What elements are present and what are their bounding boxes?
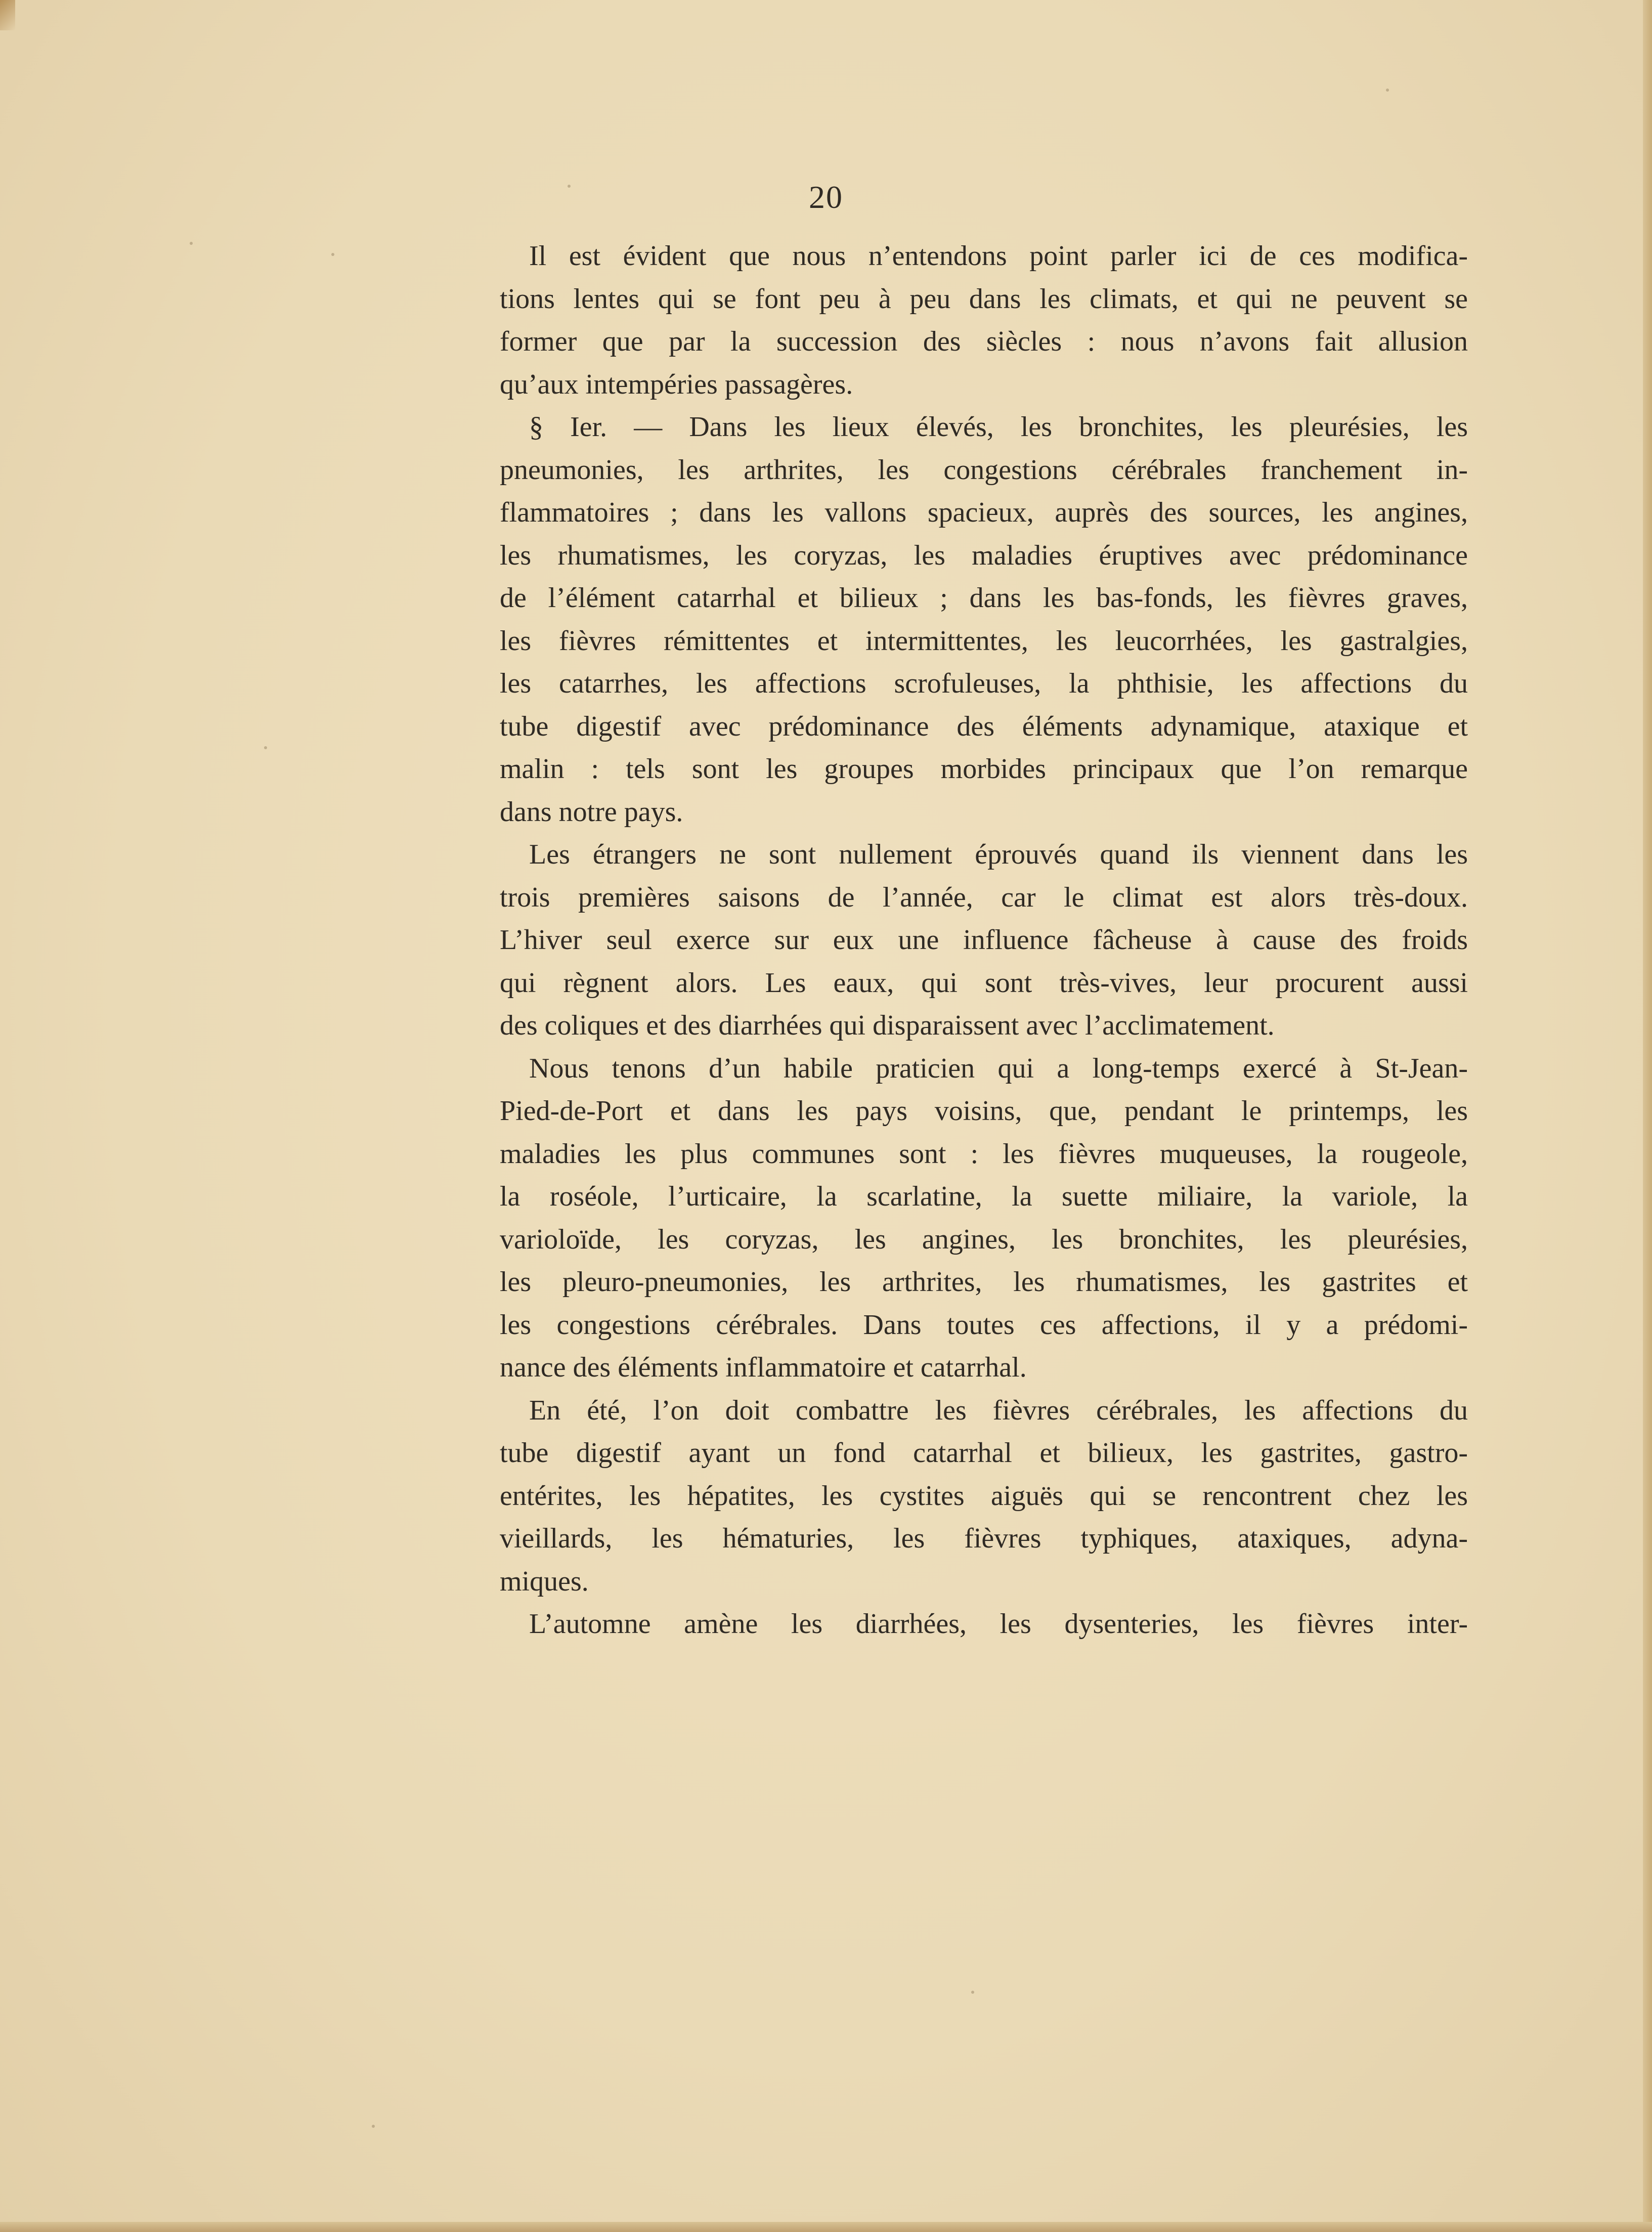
text-line: pneumonies, les arthrites, les congestions cérébrales franchement in-	[500, 454, 1468, 486]
page-corner-stain	[0, 0, 15, 30]
text-line: L’hiver seul exerce sur eux une influence fâcheuse à cause des froids	[500, 924, 1468, 956]
text-line: la roséole, l’urticaire, la scarlatine, la suette miliaire, la variole, la	[500, 1181, 1468, 1212]
text-line: tube digestif avec prédominance des éléments adynamique, ataxique et	[500, 710, 1468, 742]
page-edge-right	[1643, 0, 1652, 2232]
text-line: les rhumatismes, les coryzas, les maladies éruptives avec prédominance	[500, 539, 1468, 571]
page-edge-bottom	[0, 2222, 1652, 2232]
text-line: malin : tels sont les groupes morbides principaux que l’on remarque	[500, 753, 1468, 785]
text-line: Pied-de-Port et dans les pays voisins, que, pendant le printemps, les	[500, 1095, 1468, 1127]
text-line: des coliques et des diarrhées qui disparaissent avec l’acclimatement.	[500, 1010, 1275, 1041]
text-line: Les étrangers ne sont nullement éprouvés quand ils viennent dans les	[529, 839, 1468, 870]
text-line: § Ier. — Dans les lieux élevés, les bronchites, les pleurésies, les	[529, 411, 1468, 443]
text-line: miques.	[500, 1565, 589, 1597]
text-line: tube digestif ayant un fond catarrhal et bilieux, les gastrites, gastro-	[500, 1437, 1468, 1469]
text-line: entérites, les hépatites, les cystites aiguës qui se rencontrent chez les	[500, 1480, 1468, 1512]
text-line: former que par la succession des siècles : nous n’avons fait allusion	[500, 326, 1468, 357]
paper-speck	[264, 746, 267, 749]
text-line: les congestions cérébrales. Dans toutes ces affections, il y a prédomi-	[500, 1309, 1468, 1341]
paper-speck	[331, 253, 334, 256]
text-line: flammatoires ; dans les vallons spacieux, auprès des sources, les angines,	[500, 497, 1468, 528]
text-line: vieillards, les hématuries, les fièvres typhiques, ataxiques, adyna-	[500, 1523, 1468, 1554]
text-line: de l’élément catarrhal et bilieux ; dans les bas-fonds, les fièvres graves,	[500, 582, 1468, 614]
paper-speck	[1386, 89, 1389, 92]
text-line: dans notre pays.	[500, 796, 683, 828]
text-line: les catarrhes, les affections scrofuleuses, la phthisie, les affections du	[500, 668, 1468, 699]
text-line: les fièvres rémittentes et intermittentes, les leucorrhées, les gastralgies,	[500, 625, 1468, 657]
text-line: nance des éléments inflammatoire et catarrhal.	[500, 1352, 1027, 1383]
text-line: trois premières saisons de l’année, car le climat est alors très-doux.	[500, 881, 1468, 913]
body-text	[500, 235, 1468, 1646]
text-line: qui règnent alors. Les eaux, qui sont très-vives, leur procurent aussi	[500, 967, 1468, 999]
text-line: Nous tenons d’un habile praticien qui a long-temps exercé à St-Jean-	[529, 1052, 1468, 1084]
page-number: 20	[809, 179, 843, 215]
text-line: les pleuro-pneumonies, les arthrites, les rhumatismes, les gastrites et	[500, 1266, 1468, 1298]
paper-speck	[372, 2125, 375, 2128]
paper-speck	[971, 1991, 974, 1994]
text-line: En été, l’on doit combattre les fièvres cérébrales, les affections du	[529, 1394, 1468, 1426]
text-line: tions lentes qui se font peu à peu dans les climats, et qui ne peuvent se	[500, 283, 1468, 315]
text-line: qu’aux intempéries passagères.	[500, 368, 853, 400]
text-line: maladies les plus communes sont : les fièvres muqueuses, la rougeole,	[500, 1138, 1468, 1170]
paper-speck	[190, 242, 193, 245]
text-line: varioloïde, les coryzas, les angines, les bronchites, les pleurésies,	[500, 1223, 1468, 1255]
text-line: L’automne amène les diarrhées, les dysenteries, les fièvres inter-	[529, 1608, 1468, 1640]
text-line: Il est évident que nous n’entendons point parler ici de ces modifica-	[529, 240, 1468, 272]
